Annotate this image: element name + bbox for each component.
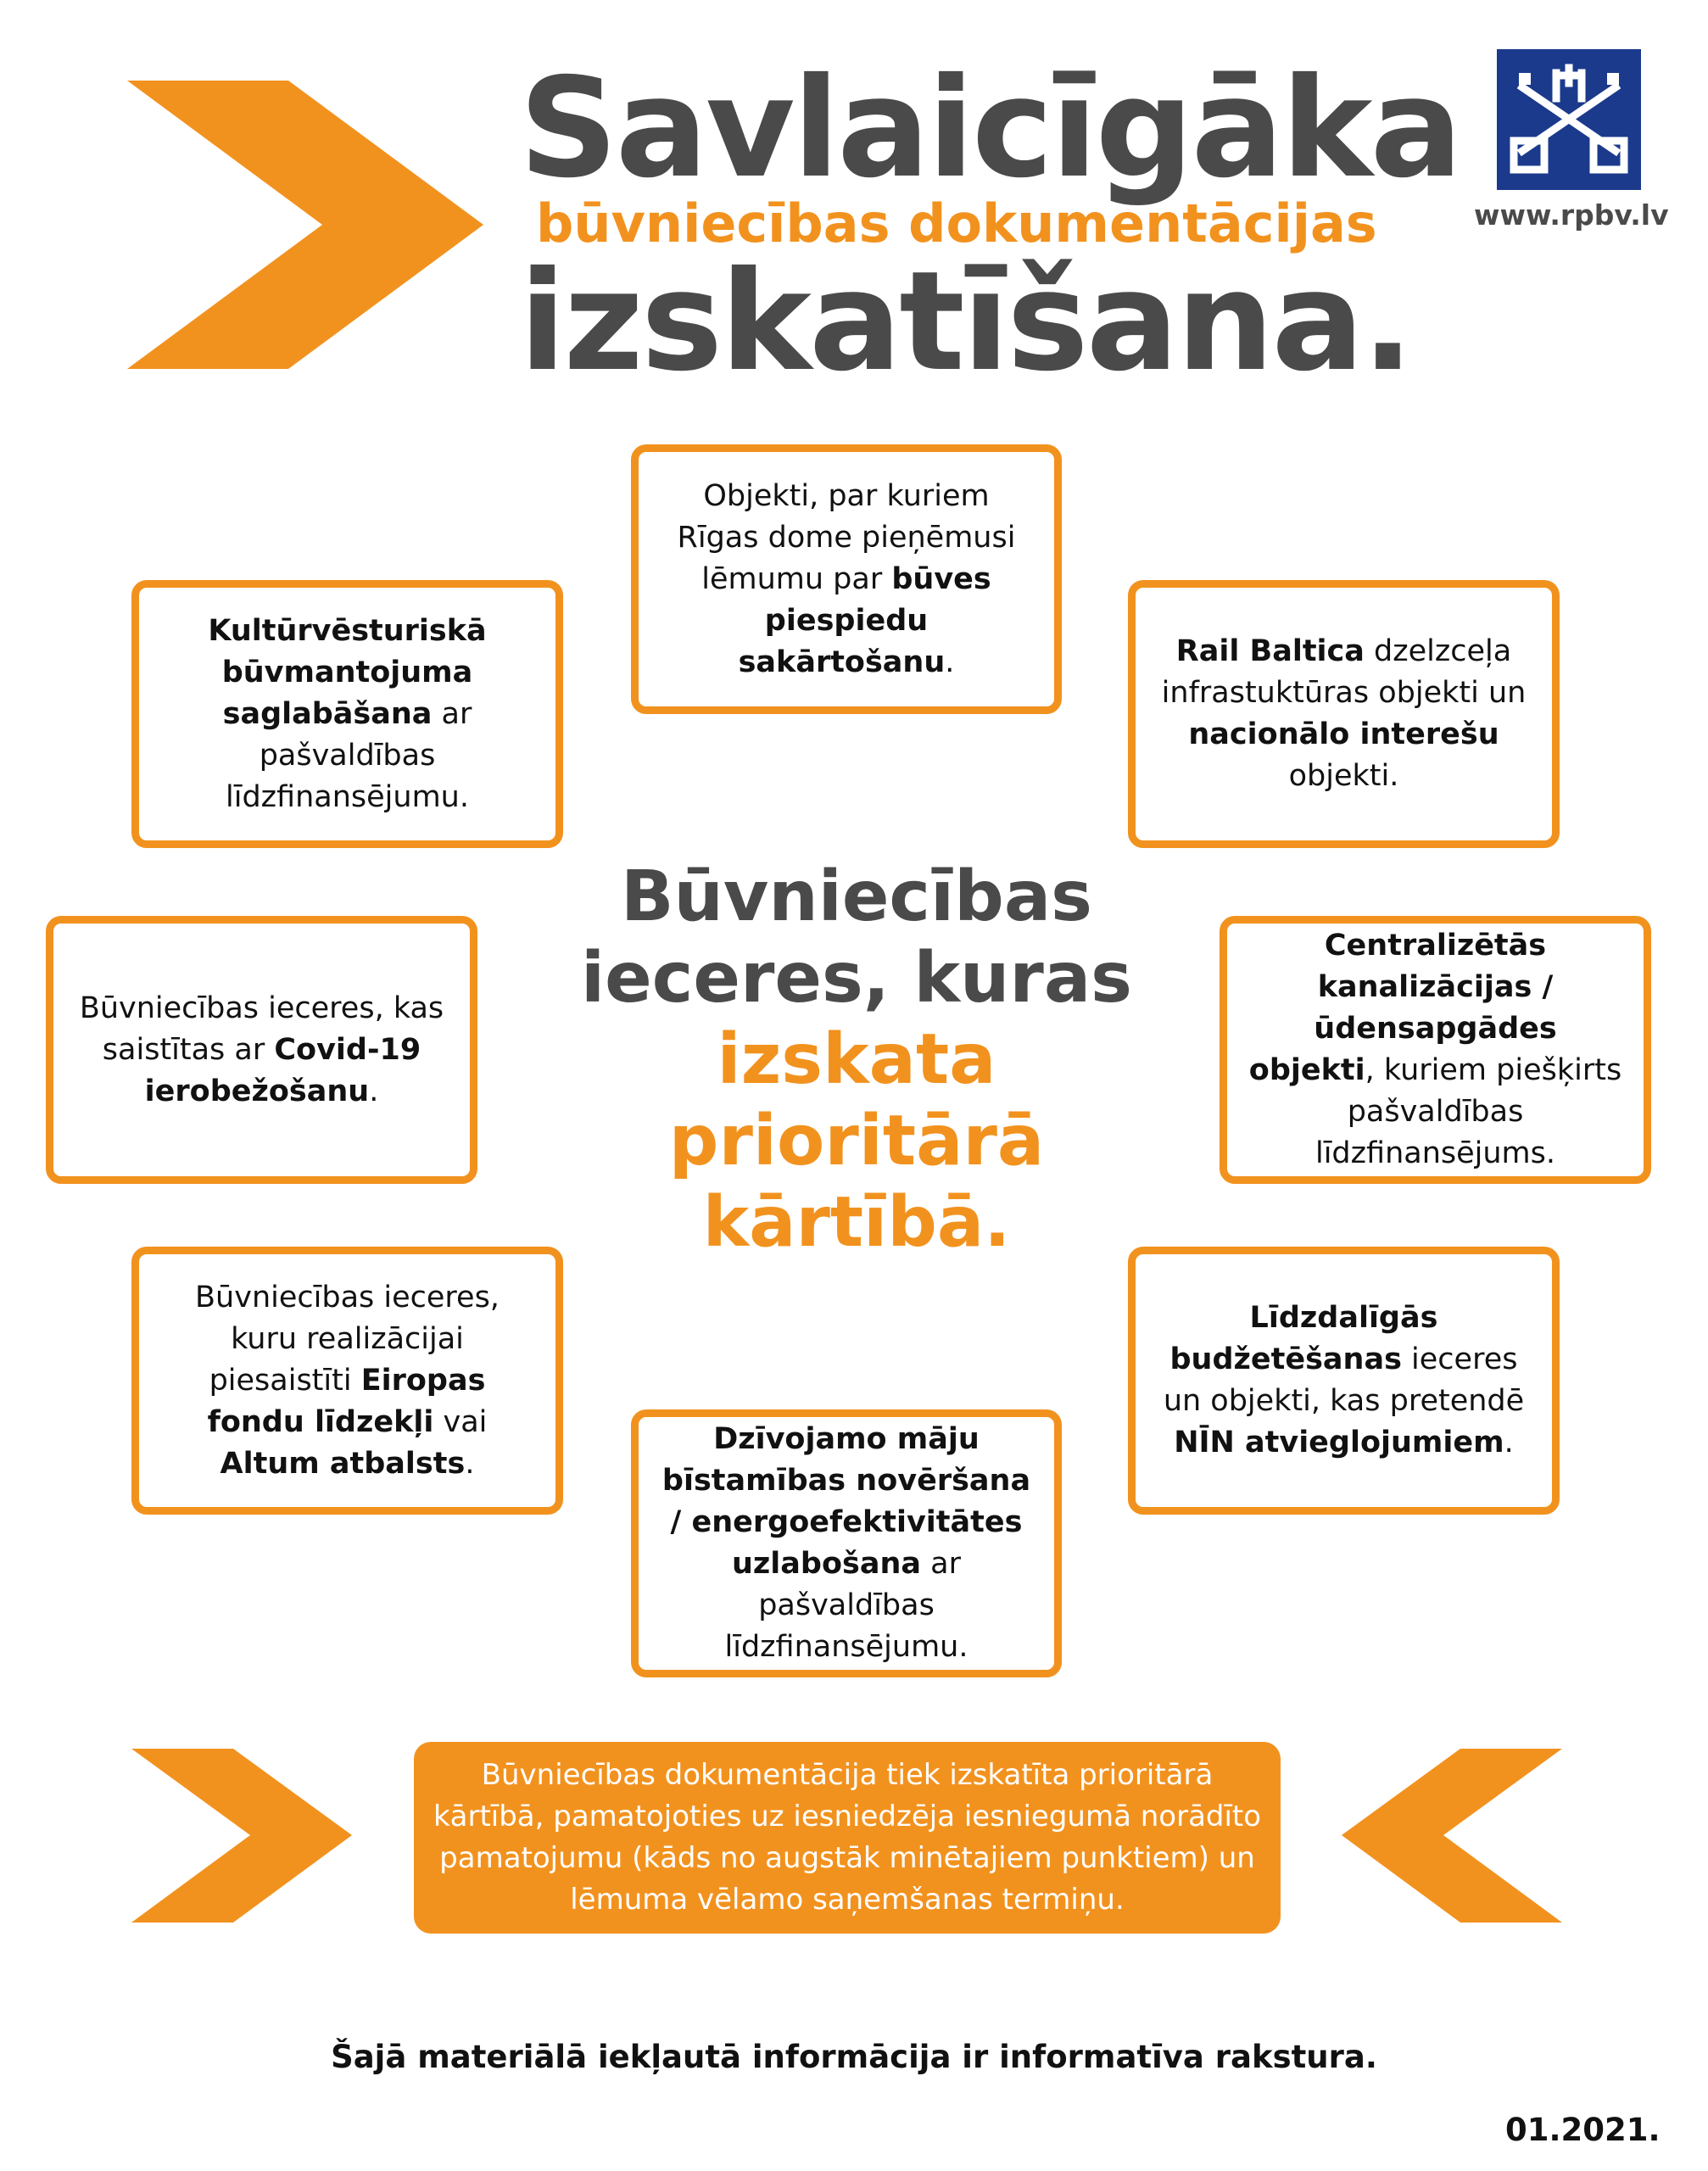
center-line2: ieceres, kuras xyxy=(581,938,1132,1019)
rpbv-keys-logo-icon xyxy=(1497,49,1641,190)
chevron-left-small-icon xyxy=(1342,1749,1562,1923)
footer-date: 01.2021. xyxy=(1505,2112,1661,2148)
bottom-note xyxy=(414,1742,1281,1934)
box-sewer-water: Centralizētās kanalizācijas / ūdensapgādes objekti, kuriem piešķirts pašvaldības līdzfinansējums. xyxy=(1220,916,1651,1184)
title-line1: Savlaicīgāka xyxy=(519,49,1460,209)
center-line1: Būvniecības xyxy=(621,857,1092,937)
chevron-right-big-icon xyxy=(127,81,483,369)
center-heading xyxy=(543,857,1170,1264)
box-covid: Būvniecības ieceres, kas saistītas ar Covid-19 ierobežošanu. xyxy=(46,916,477,1184)
title-line3: izskatīšana. xyxy=(519,243,1412,402)
center-line5: kārtībā. xyxy=(702,1182,1011,1263)
center-line4: prioritārā xyxy=(668,1101,1045,1181)
box-rail-baltica: Rail Baltica dzelzceļa infrastuktūras objekti un nacionālo interešu objekti. xyxy=(1128,580,1560,848)
bottom-note-text: Būvniecības dokumentācija tiek izskatīta prioritārā kārtībā, pamatojoties uz iesniedzēja iesniegumā norādīto pamatojumu (kāds no augstāk minētajiem punktiem) un lēmuma vēlamo saņemšanas termiņu. xyxy=(433,1758,1262,1917)
box-cultural-heritage: Kultūrvēsturiskā būvmantojuma saglabāšana ar pašvaldības līdzfinansējumu. xyxy=(131,580,563,848)
box-participatory-budget: Līdzdalīgās budžetēšanas ieceres un objekti, kas pretendē NĪN atvieglojumiem. xyxy=(1128,1247,1560,1515)
box-riga-dome: Objekti, par kuriem Rīgas dome pieņēmusi lēmumu par būves piespiedu sakārtošanu. xyxy=(631,444,1062,714)
footer-disclaimer: Šajā materiālā iekļautā informācija ir informatīva rakstura. xyxy=(331,2039,1377,2075)
title-line2: būvniecības dokumentācijas xyxy=(536,193,1377,254)
chevron-right-small-icon xyxy=(131,1749,352,1923)
website-label: www.rpbv.lv xyxy=(1474,198,1669,232)
box-eu-funds: Būvniecības ieceres, kuru realizācijai piesaistīti Eiropas fondu līdzekļi vai Altum atbalsts. xyxy=(131,1247,563,1515)
center-line3: izskata xyxy=(717,1019,996,1100)
box-housing: Dzīvojamo māju bīstamības novēršana / energoefektivitātes uzlabošana ar pašvaldības līdzfinansējumu. xyxy=(631,1409,1062,1677)
rpbv-logo xyxy=(1497,49,1641,190)
